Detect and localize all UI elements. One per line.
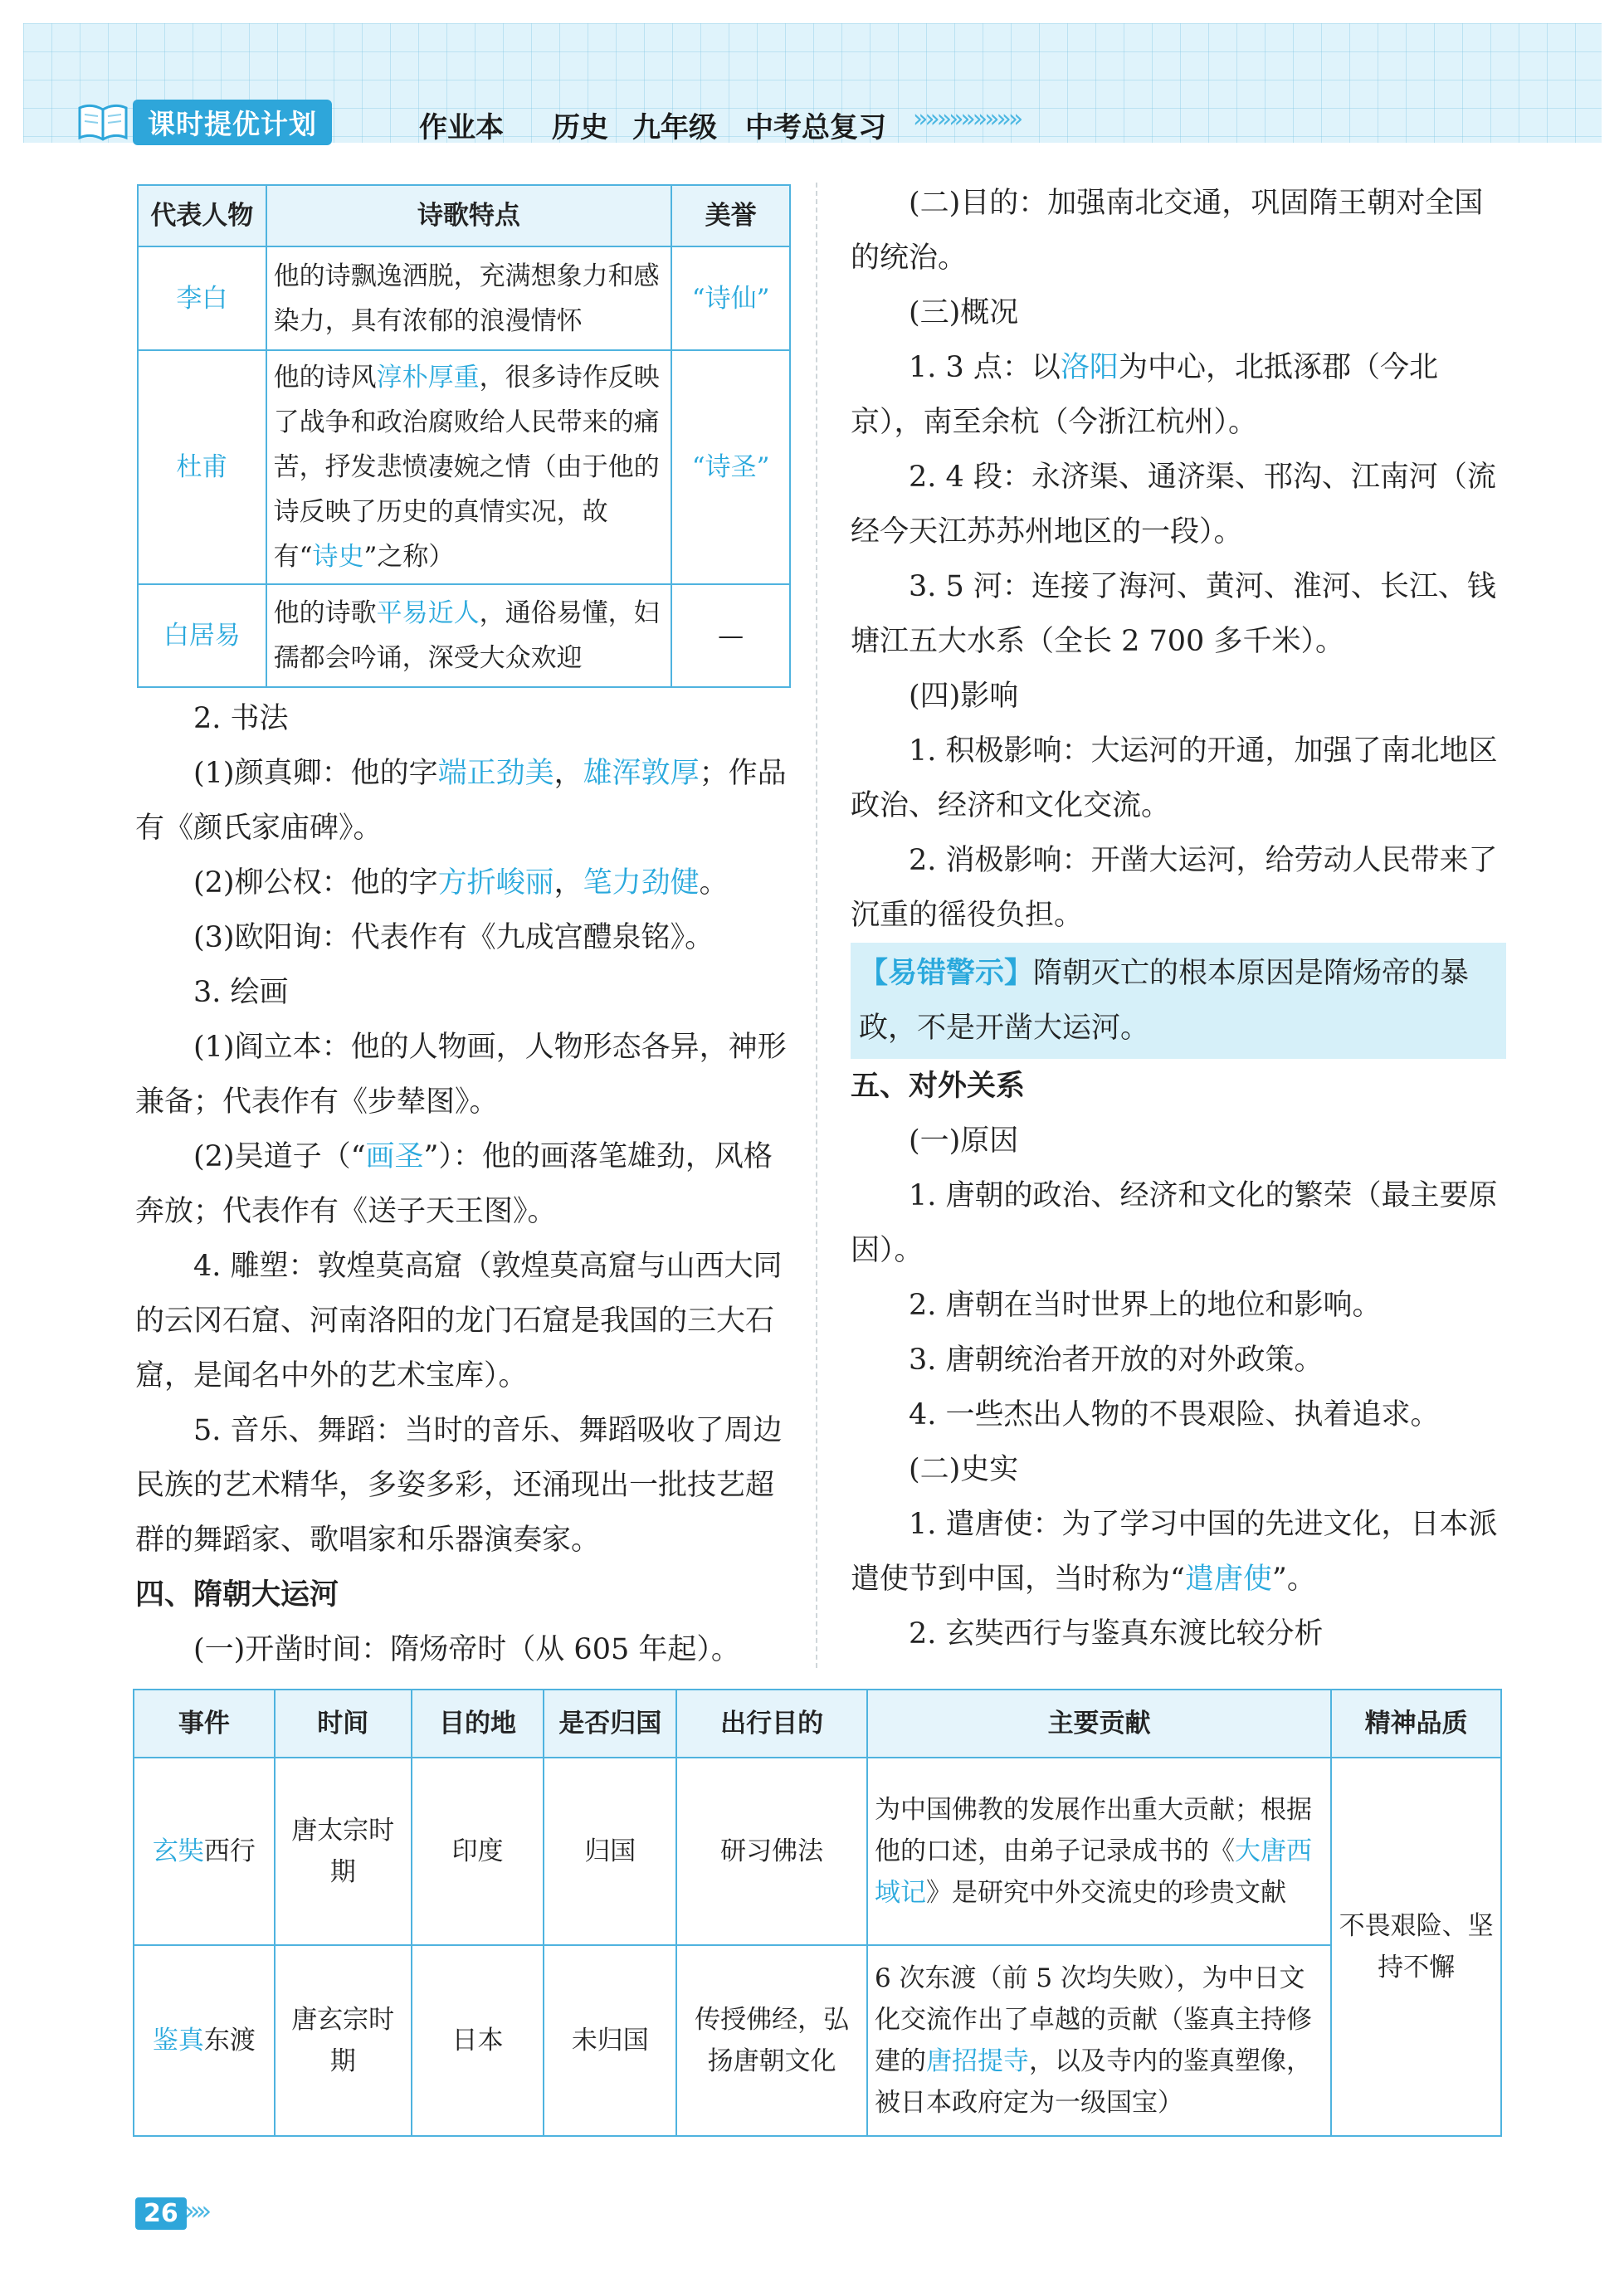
header-cell: 事件 [134,1690,275,1758]
envoy-fact: 1. 遣唐使：为了学习中国的先进文化，日本派遣使节到中国，当时称为“遣唐使”。 [851,1508,1498,1596]
negative-impact: 2. 消极影响：开凿大运河，给劳动人民带来了沉重的徭役负担。 [851,844,1498,932]
brand-label: 课时提优计划 [133,100,332,145]
wu-daozi: (2)吴道子（“画圣”）：他的画落笔雄劲，风格奔放；代表作有《送子天王图》。 [135,1140,773,1228]
left-column [135,691,791,1677]
reason-item: 1. 唐朝的政治、经济和文化的繁荣（最主要原因）。 [851,1179,1498,1267]
sculpture: 4. 雕塑：敦煌莫高窟（敦煌莫高窟与山西大同的云冈石窟、河南洛阳的龙门石窟是我国的三大石窟，是闻名中外的艺术宝库）。 [135,1250,783,1392]
table-row [134,1945,1501,2136]
returned-cell: 未归国 [544,1945,676,2136]
subject-title: 历史 [552,111,608,144]
header-cell: 诗歌特点 [266,185,672,246]
reason-title: (一)原因 [909,1124,1019,1158]
canal-section-title: 四、隋朝大运河 [135,1578,339,1612]
painting-title: 3. 绘画 [193,976,289,1009]
table-header-row [134,1690,1501,1758]
header-cell: 目的地 [412,1690,544,1758]
header-cell: 时间 [275,1690,412,1758]
reason-item: 3. 唐朝统治者开放的对外政策。 [909,1344,1324,1377]
reason-item: 4. 一些杰出人物的不畏艰险、执着追求。 [909,1398,1440,1431]
header-cell: 出行目的 [676,1690,867,1758]
liu-gongquan: (2)柳公权：他的字方折峻丽，笔力劲健。 [193,866,729,900]
goal-cell: 传授佛经，弘扬唐朝文化 [676,1945,867,2136]
yan-liben: (1)阎立本：他的人物画，人物形态各异，神形兼备；代表作有《步辇图》。 [135,1031,787,1119]
table-row [138,584,790,687]
poem-feature: 他的诗风淳朴厚重，很多诗作反映了战争和政治腐败给人民带来的痛苦，抒发悲愤凄婉之情（由于他的诗反映了历史的真情实况，故有“诗史”之称） [266,350,672,584]
header-cell: 美誉 [671,185,790,246]
positive-impact: 1. 积极影响：大运河的开通，加强了南北地区政治、经济和文化交流。 [851,734,1498,822]
comparison-table [133,1689,1502,2137]
impact-title: (四)影响 [909,680,1019,713]
book-icon [76,100,129,143]
column-divider [816,183,817,1668]
header-cell: 代表人物 [138,185,266,246]
overview-title: (三)概况 [909,296,1019,329]
poet-honor: “诗仙” [671,246,790,350]
header-cell: 主要贡献 [867,1690,1331,1758]
table-row [134,1758,1501,1945]
ouyang-xun: (3)欧阳询：代表作有《九成宫醴泉铭》。 [193,921,714,954]
yan-zhenqing: (1)颜真卿：他的字端正劲美，雄浑敦厚；作品有《颜氏家庙碑》。 [135,757,787,845]
destination-cell: 印度 [412,1758,544,1945]
header-arrows: »»»»»»»»» [913,105,1021,134]
calligraphy-title: 2. 书法 [193,702,289,735]
event-cell: 鉴真东渡 [134,1945,275,2136]
contribution-cell: 6 次东渡（前 5 次均失败），为中日文化交流作出了卓越的贡献（鉴真主持修建的唐招提寺，以及寺内的鉴真塑像，被日本政府定为一级国宝） [867,1945,1331,2136]
canal-purpose: (二)目的：加强南北交通，巩固隋王朝对全国的统治。 [851,187,1484,275]
poetry-table [137,184,791,688]
event-cell: 玄奘西行 [134,1758,275,1945]
canal-time: (一)开凿时间：隋炀帝时（从 605 年起）。 [193,1633,740,1666]
returned-cell: 归国 [544,1758,676,1945]
poet-honor: “诗圣” [671,350,790,584]
reason-item: 2. 唐朝在当时世界上的地位和影响。 [909,1289,1382,1322]
time-cell: 唐玄宗时期 [275,1945,412,2136]
header-cell: 精神品质 [1331,1690,1501,1758]
brand-badge [133,101,332,143]
music-dance: 5. 音乐、舞蹈：当时的音乐、舞蹈吸收了周边民族的艺术精华，多姿多彩，还涌现出一批技艺超群的舞蹈家、歌唱家和乐器演奏家。 [135,1414,783,1557]
poet-name: 白居易 [138,584,266,687]
compare-title: 2. 玄奘西行与鉴真东渡比较分析 [909,1617,1324,1651]
spirit-cell: 不畏艰险、坚持不懈 [1331,1758,1501,2136]
poet-honor: — [671,584,790,687]
table-row [138,246,790,350]
series-title: 中考总复习 [745,111,886,144]
poem-feature: 他的诗飘逸洒脱，充满想象力和感染力，具有浓郁的浪漫情怀 [266,246,672,350]
poem-feature: 他的诗歌平易近人，通俗易懂，妇孺都会吟诵，深受大众欢迎 [266,584,672,687]
page-arrows-icon: »» [184,2195,207,2226]
book-title: 作业本 [419,111,504,144]
canal-points: 1. 3 点：以洛阳为中心，北抵涿郡（今北京），南至余杭（今浙江杭州）。 [851,351,1438,439]
table-header-row [138,185,790,246]
right-column [851,176,1506,1661]
destination-cell: 日本 [412,1945,544,2136]
poet-name: 李白 [138,246,266,350]
goal-cell: 研习佛法 [676,1758,867,1945]
facts-title: (二)史实 [909,1453,1019,1486]
page-number: 26 [135,2197,187,2230]
warning-tag: 【易错警示】 [859,957,1034,990]
canal-rivers: 3. 5 河：连接了海河、黄河、淮河、长江、钱塘江五大水系（全长 2 700 多千米）。 [851,570,1496,658]
foreign-section-title: 五、对外关系 [851,1070,1026,1103]
warning-box: 【易错警示】隋朝灭亡的根本原因是隋炀帝的暴政，不是开凿大运河。 [851,943,1506,1059]
header-cell: 是否归国 [544,1690,676,1758]
time-cell: 唐太宗时期 [275,1758,412,1945]
table-row [138,350,790,584]
poet-name: 杜甫 [138,350,266,584]
contribution-cell: 为中国佛教的发展作出重大贡献；根据他的口述，由弟子记录成书的《大唐西域记》是研究中外交流史的珍贵文献 [867,1758,1331,1945]
canal-sections: 2. 4 段：永济渠、通济渠、邗沟、江南河（流经今天江苏苏州地区的一段）。 [851,461,1496,549]
grade-title: 九年级 [632,111,717,144]
